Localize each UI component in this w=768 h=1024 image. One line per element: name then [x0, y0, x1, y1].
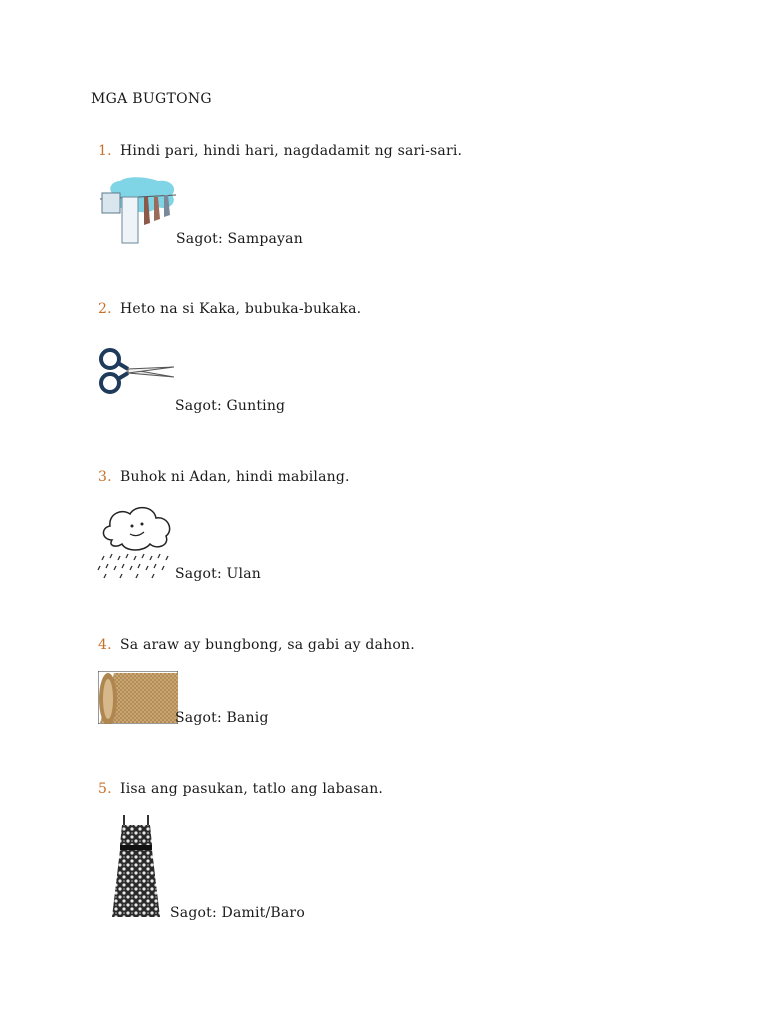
riddle-2 — [98, 301, 361, 317]
riddle-1 — [98, 143, 462, 159]
riddle-number: 1. — [98, 143, 112, 159]
dress-icon — [110, 815, 162, 919]
riddle-number: 5. — [98, 781, 112, 797]
answer-3: Sagot: Ulan — [175, 566, 261, 582]
riddle-text: Iisa ang pasukan, tatlo ang labasan. — [120, 781, 384, 797]
riddle-number: 3. — [98, 469, 112, 485]
riddle-text: Buhok ni Adan, hindi mabilang. — [120, 469, 350, 485]
clothesline-icon — [98, 175, 178, 247]
scissors-icon — [98, 345, 176, 397]
answer-4: Sagot: Banig — [175, 710, 269, 726]
rain-cloud-icon — [96, 500, 176, 580]
riddle-text: Heto na si Kaka, bubuka-bukaka. — [120, 301, 362, 317]
riddle-text: Sa araw ay bungbong, sa gabi ay dahon. — [120, 637, 415, 653]
riddle-4 — [98, 637, 415, 653]
riddle-text: Hindi pari, hindi hari, nagdadamit ng sari-sari. — [120, 143, 463, 159]
riddle-number: 2. — [98, 301, 112, 317]
answer-1: Sagot: Sampayan — [176, 231, 303, 247]
riddle-5 — [98, 781, 383, 797]
riddle-number: 4. — [98, 637, 112, 653]
mat-icon — [98, 671, 178, 724]
answer-5: Sagot: Damit/Baro — [170, 905, 305, 921]
answer-2: Sagot: Gunting — [175, 398, 286, 414]
riddle-3 — [98, 469, 350, 485]
page-title: MGA BUGTONG — [91, 91, 212, 107]
